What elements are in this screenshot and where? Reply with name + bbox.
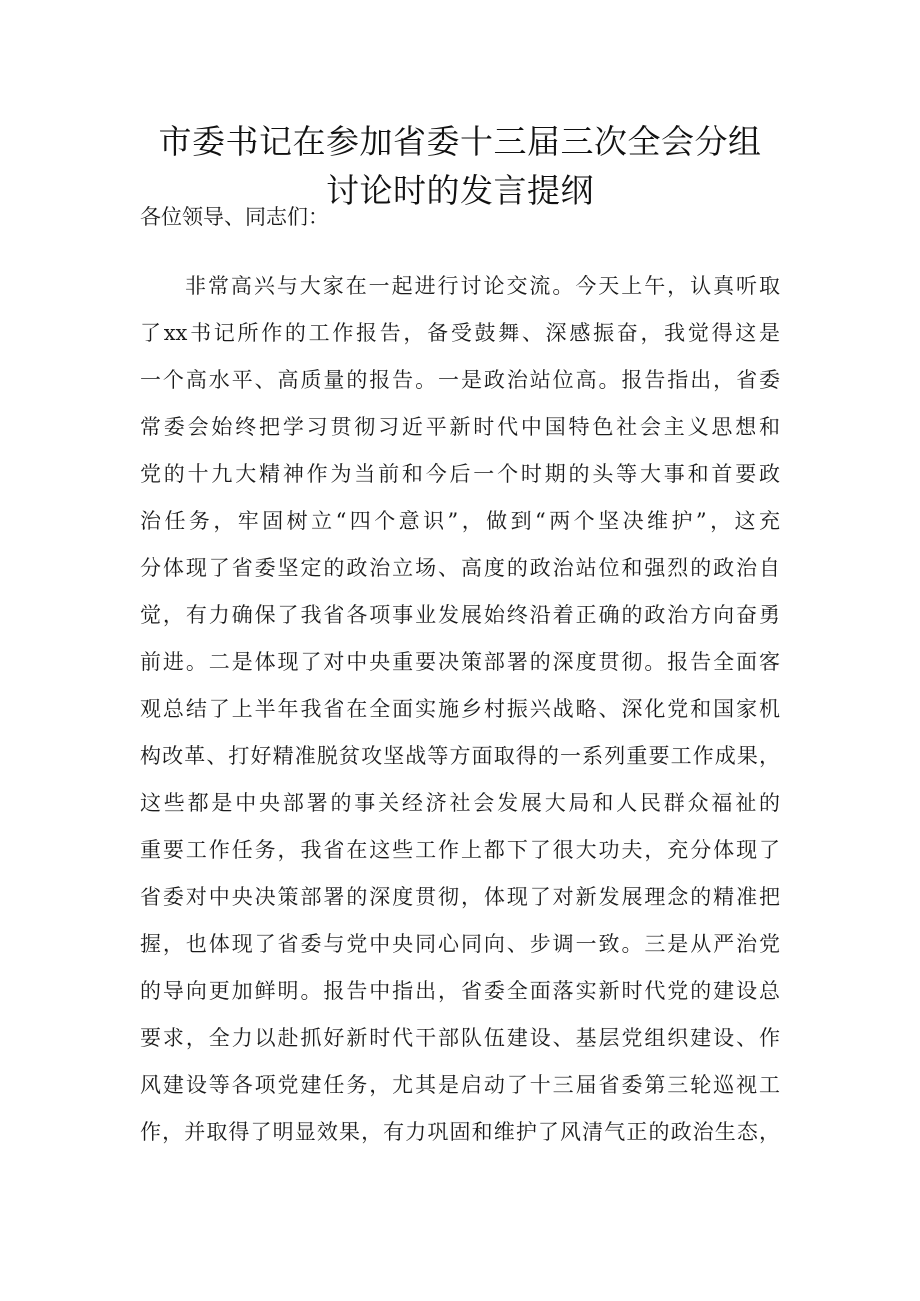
body-line: 了xx书记所作的工作报告，备受鼓舞、深感振奋，我觉得这是 <box>140 321 780 345</box>
body-line: 常委会始终把学习贯彻习近平新时代中国特色社会主义思想和 <box>140 415 780 439</box>
body-line: 省委对中央决策部署的深度贯彻，体现了对新发展理念的精准把 <box>140 885 780 909</box>
body-line: 观总结了上半年我省在全面实施乡村振兴战略、深化党和国家机 <box>140 697 780 721</box>
body-line: 构改革、打好精准脱贫攻坚战等方面取得的一系列重要工作成果， <box>140 744 780 768</box>
body-line: 一个高水平、高质量的报告。一是政治站位高。报告指出，省委 <box>140 368 780 392</box>
body-line: 党的十九大精神作为当前和今后一个时期的头等大事和首要政 <box>140 462 780 486</box>
body-line: 这些都是中央部署的事关经济社会发展大局和人民群众福祉的 <box>140 791 780 815</box>
salutation: 各位领导、同志们： <box>140 205 329 229</box>
body-line: 分体现了省委坚定的政治立场、高度的政治站位和强烈的政治自 <box>140 556 780 580</box>
body-line: 要求，全力以赴抓好新时代干部队伍建设、基层党组织建设、作 <box>140 1026 780 1050</box>
body-line: 非常高兴与大家在一起进行讨论交流。今天上午，认真听取 <box>185 274 780 298</box>
document-title-line-2: 讨论时的发言提纲 <box>326 171 594 210</box>
body-line: 觉，有力确保了我省各项事业发展始终沿着正确的政治方向奋勇 <box>140 603 780 627</box>
body-line: 作，并取得了明显效果，有力巩固和维护了风清气正的政治生态， <box>140 1120 780 1144</box>
body-line: 前进。二是体现了对中央重要决策部署的深度贯彻。报告全面客 <box>140 650 780 674</box>
body-line: 握，也体现了省委与党中央同心同向、步调一致。三是从严治党 <box>140 932 780 956</box>
document-title-line-1: 市委书记在参加省委十三届三次全会分组 <box>158 122 762 161</box>
body-line: 的导向更加鲜明。报告中指出，省委全面落实新时代党的建设总 <box>140 979 780 1003</box>
body-line: 重要工作任务，我省在这些工作上都下了很大功夫，充分体现了 <box>140 838 780 862</box>
body-line: 治任务，牢固树立“四个意识”，做到“两个坚决维护”，这充 <box>140 509 780 533</box>
body-line: 风建设等各项党建任务，尤其是启动了十三届省委第三轮巡视工 <box>140 1073 780 1097</box>
